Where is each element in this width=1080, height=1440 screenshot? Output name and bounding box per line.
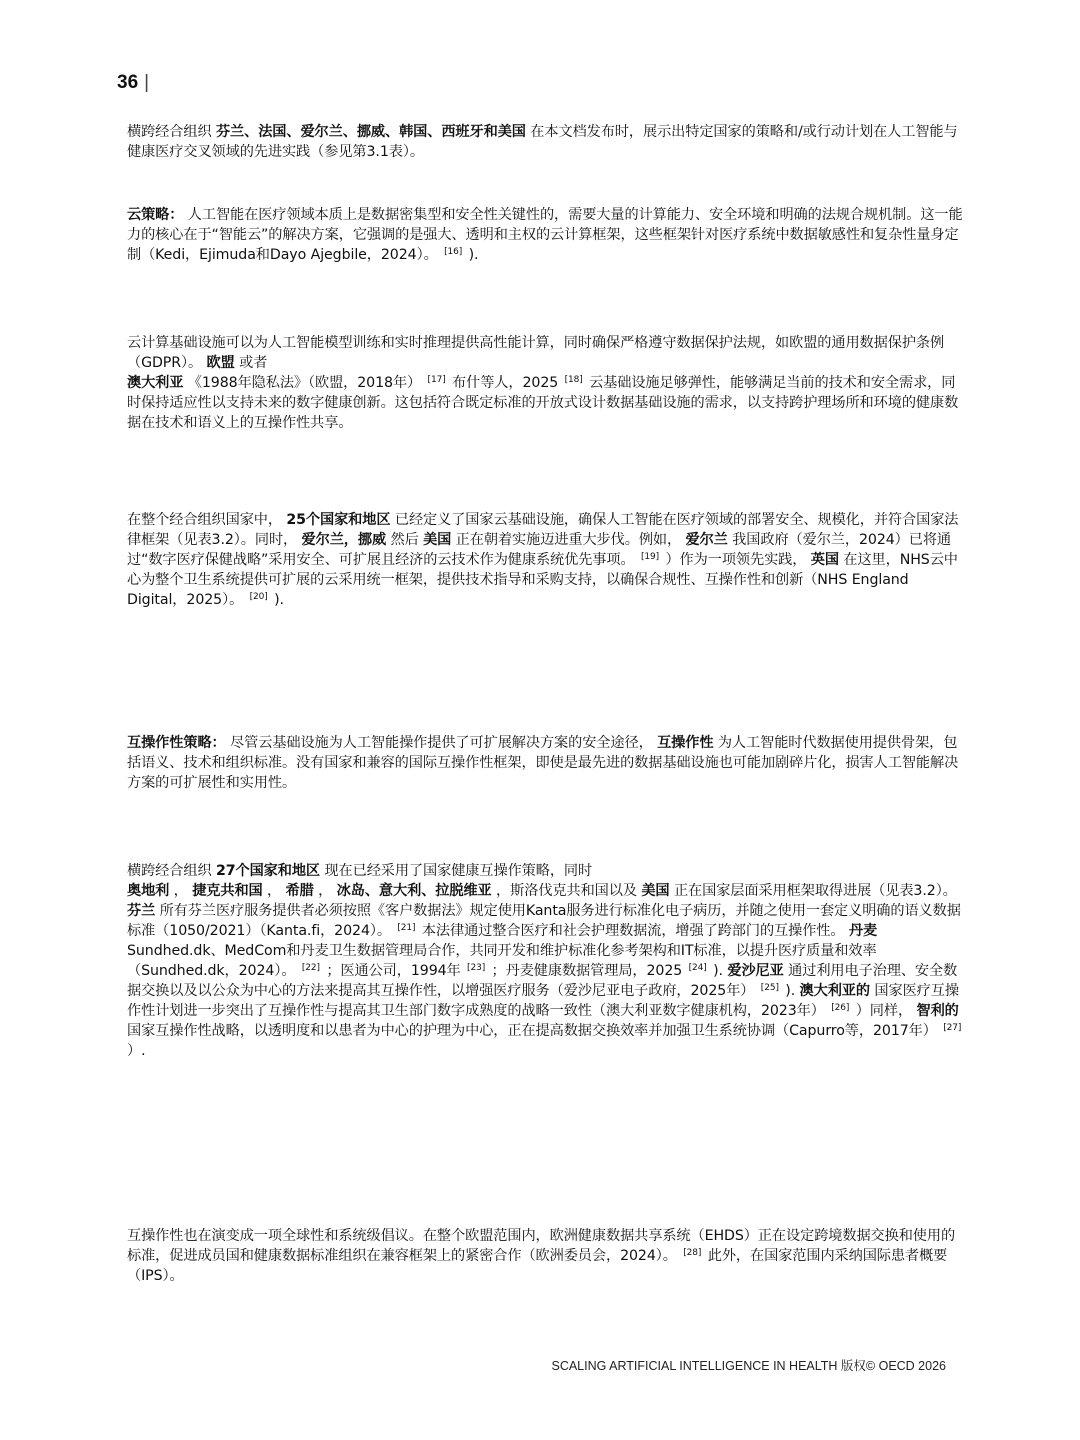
bold-text: 冰岛、意大利、拉脱维亚	[336, 883, 492, 899]
bold-text: 丹麦	[848, 923, 878, 939]
reference-marker: [19]	[640, 552, 660, 562]
text-run: 此外，在国家范围内采纳国际患者概要（IPS）。	[127, 1248, 948, 1284]
page-number-value: 36	[117, 72, 139, 93]
page-footer: SCALING ARTIFICIAL INTELLIGENCE IN HEALTH 版权© OECD 2026	[551, 1359, 946, 1373]
reference-marker: [20]	[249, 592, 268, 602]
bold-text: 美国	[423, 532, 452, 548]
text-run: ).	[269, 592, 284, 608]
text-run: 已经定义了国家云基础设施，确保人工智能在医疗领域的部署安全、规模化，并符合国家法律框架（见表3.2）。同时，	[127, 512, 959, 548]
text-run: ，	[169, 883, 193, 899]
page-number	[117, 72, 149, 94]
text-run: 《1988年隐私法》（欧盟，2018年）	[183, 375, 426, 391]
bold-text: 27个国家和地区	[215, 863, 321, 879]
text-run: ).	[464, 247, 479, 263]
text-run: 国家医疗互操作性计划进一步突出了互操作性与提高其卫生部门数字成熟度的战略一致性（澳大利亚数字健康机构，2023年）	[127, 983, 959, 1019]
paragraph-global-interoperability	[127, 1226, 967, 1286]
text-run: 正在国家层面采用框架取得进展（见表3.2）。	[669, 883, 957, 899]
reference-marker: [22]	[301, 963, 320, 973]
reference-marker: [26]	[831, 1003, 850, 1013]
bold-text: 爱尔兰，挪威	[301, 532, 387, 548]
text-run: ，	[313, 883, 337, 899]
paragraph-interoperability-strategy	[127, 733, 967, 793]
text-run: ，	[262, 883, 286, 899]
bold-text: 奥地利	[127, 883, 170, 899]
text-run: ）.	[127, 1043, 146, 1059]
reference-marker: [17]	[427, 375, 446, 385]
bold-text: 希腊	[285, 883, 314, 899]
text-run: ).	[780, 983, 800, 999]
bold-text: 欧盟	[206, 355, 235, 371]
text-run: ）同样，	[851, 1003, 917, 1019]
bold-text: 互操作性	[657, 735, 714, 751]
text-run: 本法律通过整合医疗和社会护理数据流，增强了跨部门的互操作性。	[417, 923, 849, 939]
text-run: ；丹麦健康数据管理局，2025	[487, 963, 687, 979]
text-run: 为人工智能时代数据使用提供骨架，包括语义、技术和组织标准。没有国家和兼容的国际互操作性框架，即使是最先进的数据基础设施也可能加剧碎片化，损害人工智能解决方案的可扩展性和实用性。	[127, 735, 959, 791]
paragraph-cloud-strategy	[127, 205, 967, 265]
text-run: 云计算基础设施可以为人工智能模型训练和实时推理提供高性能计算，同时确保严格遵守数据保护法规，如欧盟的通用数据保护条例（GDPR）。	[127, 335, 945, 371]
reference-marker: [25]	[760, 983, 779, 993]
text-run: 在本文档发布时，展示出特定国家的策略和/或行动计划在人工智能与健康医疗交叉领域的先进实践（参见第3.1表）。	[127, 124, 958, 160]
text-run: 或者	[234, 355, 268, 371]
text-run: 互操作性也在演变成一项全球性和系统级倡议。在整个欧盟范围内，欧洲健康数据共享系统（EHDS）正在设定跨境数据交换和使用的标准，促进成员国和健康数据标准组织在兼容框架上的紧密合作（欧洲委员会，2024）。	[127, 1228, 956, 1264]
paragraph-cloud-infrastructure	[127, 333, 967, 433]
reference-marker: [27]	[943, 1023, 962, 1033]
text-run: ）作为一项领先实践，	[661, 552, 811, 568]
text-run: 布什等人，2025	[447, 375, 563, 391]
bold-text: 云策略：	[127, 207, 184, 223]
text-run: 在整个经合组织国家中，	[127, 512, 287, 528]
text-run: 现在已经采用了国家健康互操作策略，同时	[320, 863, 593, 879]
paragraph-national-cloud	[127, 510, 967, 610]
text-run: 尽管云基础设施为人工智能操作提供了可扩展解决方案的安全途径，	[225, 735, 658, 751]
bold-text: 芬兰	[127, 903, 156, 919]
paragraph-national-interoperability	[127, 861, 967, 1061]
reference-marker: [24]	[688, 963, 707, 973]
text-run: 横跨经合组织	[127, 124, 216, 140]
bold-text: 芬兰、法国、爱尔兰、挪威、韩国、西班牙和美国	[215, 124, 526, 140]
reference-marker: [16]	[444, 247, 463, 257]
reference-marker: [18]	[564, 375, 583, 385]
text-run: ；医通公司，1994年	[321, 963, 466, 979]
text-run: 然后	[386, 532, 424, 548]
bold-text: 澳大利亚的	[799, 983, 870, 999]
text-run: 国家互操作性战略，以透明度和以患者为中心的护理为中心，正在提高数据交换效率并加强卫生系统协调（Capurro等，2017年）	[127, 1023, 942, 1039]
text-run: 所有芬兰医疗服务提供者必须按照《客户数据法》规定使用Kanta服务进行标准化电子病历，并随之使用一套定义明确的语义数据标准（1050/2021）（Kanta.fi，2024）。	[127, 903, 961, 939]
reference-marker: [23]	[467, 963, 486, 973]
text-run: Sundhed.dk、MedCom和丹麦卫生数据管理局合作，共同开发和维护标准化参考架构和IT标准，以提升医疗质量和效率（Sundhed.dk，2024）。	[127, 943, 877, 979]
bold-text: 智利的	[916, 1003, 959, 1019]
text-run: 云基础设施足够弹性，能够满足当前的技术和安全需求，同时保持适应性以支持未来的数字健康创新。这包括符合既定标准的开放式设计数据基础设施的需求，以支持跨护理场所和环境的健康数据在技术和语义上的互操作性共享。	[127, 375, 959, 431]
text-run: 横跨经合组织	[127, 863, 216, 879]
bold-text: 英国	[810, 552, 839, 568]
text-run: ).	[708, 963, 728, 979]
text-run: 在这里，NHS云中心为整个卫生系统提供可扩展的云采用统一框架，提供技术指导和采购支持，以确保合规性、互操作性和创新（NHS England Digital，2025）。	[127, 552, 958, 608]
text-run: 人工智能在医疗领域本质上是数据密集型和安全性关键性的，需要大量的计算能力、安全环境和明确的法规合规机制。这一能力的核心在于“智能云”的解决方案，它强调的是强大、透明和主权的云计算框架，这些框架针对医疗系统中数据敏感性和复杂性量身定制（Kedi，Ejimuda和Dayo Ajegbile，2024）。	[127, 207, 963, 263]
bold-text: 互操作性策略：	[127, 735, 226, 751]
paragraph-oecd-leaders	[127, 122, 967, 162]
text-run: 我国政府（爱尔兰，2024）已将通过“数字医疗保健战略”采用安全、可扩展且经济的云技术作为健康系统优先事项。	[127, 532, 952, 568]
bold-text: 美国	[641, 883, 670, 899]
bold-text: 爱沙尼亚	[727, 963, 784, 979]
reference-marker: [28]	[683, 1248, 702, 1258]
text-run: 通过利用电子治理、安全数据交换以及以公众为中心的方法来提高其互操作性，以增强医疗服务（爱沙尼亚电子政府，2025年）	[127, 963, 958, 999]
bold-text: 爱尔兰	[685, 532, 728, 548]
bold-text: 澳大利亚	[127, 375, 184, 391]
bold-text: 25个国家和地区	[286, 512, 391, 528]
page-number-separator: |	[144, 72, 150, 93]
text-run: 正在朝着实施迈进重大步伐。例如，	[451, 532, 686, 548]
text-run: ，斯洛伐克共和国以及	[491, 883, 642, 899]
reference-marker: [21]	[397, 923, 416, 933]
bold-text: 捷克共和国	[192, 883, 263, 899]
